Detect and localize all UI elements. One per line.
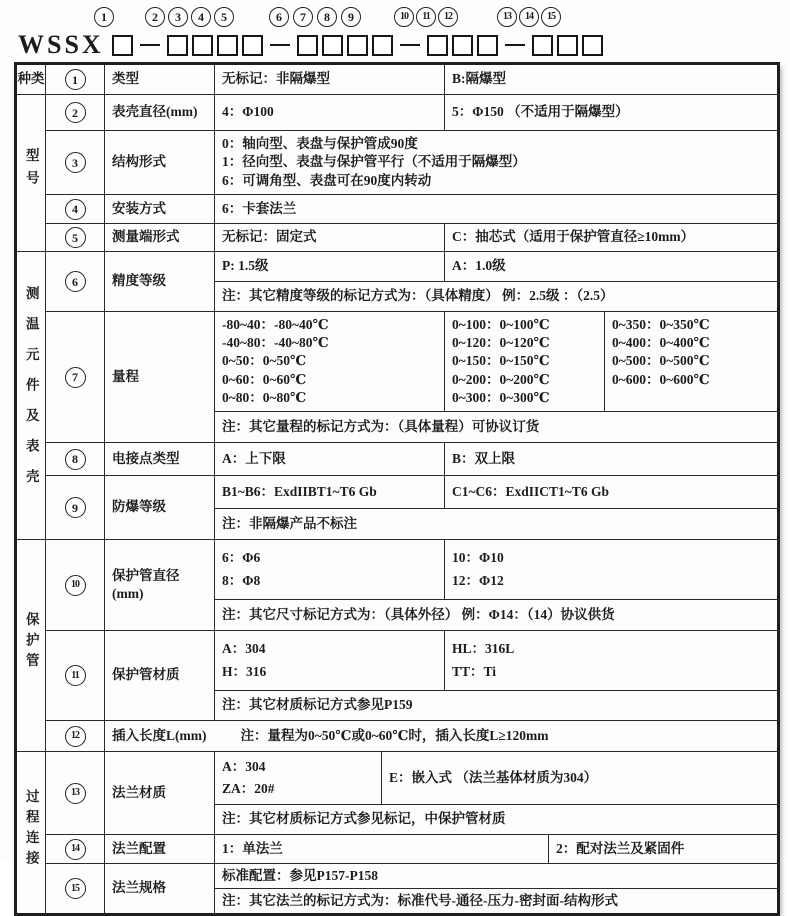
marker-circle: 7	[65, 367, 86, 388]
marker-circle: 10	[65, 575, 86, 596]
group-label-text: 过程连接	[23, 788, 39, 871]
row-label: 精度等级	[105, 252, 215, 312]
option-cell	[215, 131, 779, 195]
code-box	[242, 35, 263, 56]
range-item: 0~120：0~120℃	[452, 335, 550, 351]
note-text: 注：量程为0~50℃或0~60℃时，插入长度L≥120mm	[240, 727, 549, 743]
option-line: 1：径向型、表盘与保护管平行（不适用于隔爆型）	[222, 154, 526, 170]
marker-circle: 10	[394, 7, 414, 27]
code-box	[192, 35, 213, 56]
option-cell: C1~C6：ExdIICT1~T6 Gb	[445, 476, 779, 509]
note-cell: 注：其它精度等级的标记方式为：（具体精度） 例：2.5级 ：（2.5）	[215, 282, 779, 312]
marker-circle: 3	[168, 7, 188, 27]
marker-circle: 13	[497, 7, 517, 27]
range-item: 0~300：0~300℃	[452, 389, 550, 405]
option-line: 8：Φ8	[222, 572, 261, 588]
note-cell: 注：非隔爆产品不标注	[215, 509, 779, 540]
marker-circle: 3	[65, 152, 86, 173]
group-label-text: 种类	[17, 71, 45, 87]
marker-group-1	[94, 7, 114, 27]
row-marker	[46, 95, 105, 131]
marker-circle: 11	[65, 665, 86, 686]
option-line: 10：Φ10	[452, 550, 504, 566]
range-item: 0~100：0~100℃	[452, 316, 550, 332]
marker-circle: 11	[416, 7, 436, 27]
marker-circle: 12	[438, 7, 458, 27]
marker-circle: 9	[341, 7, 361, 27]
row-label: 法兰规格	[105, 864, 215, 915]
option-cell: B1~B6：ExdIIBT1~T6 Gb	[215, 476, 445, 509]
code-box	[532, 35, 553, 56]
row-label: 法兰配置	[105, 835, 215, 864]
option-cell	[105, 721, 779, 752]
group-label-text: 保护管	[23, 612, 39, 674]
marker-circle: 8	[317, 7, 337, 27]
marker-row	[0, 7, 790, 28]
option-cell: 4：Φ100	[215, 95, 445, 131]
code-box-group-2	[165, 35, 265, 56]
row-label: 结构形式	[105, 131, 215, 195]
code-box	[217, 35, 238, 56]
marker-circle: 5	[214, 7, 234, 27]
marker-group-5	[497, 7, 561, 27]
marker-circle: 12	[65, 726, 86, 747]
code-box	[477, 35, 498, 56]
row-label: 插入长度L(mm)	[112, 727, 207, 743]
row-label: 安装方式	[105, 195, 215, 224]
marker-circle: 1	[65, 69, 86, 90]
option-line: 12：Φ12	[452, 572, 504, 588]
code-box	[582, 35, 603, 56]
code-box-group-4	[425, 35, 500, 56]
note-cell: 注：其它法兰的标记方式为：标准代号-通径-压力-密封面-结构形式	[215, 889, 779, 915]
option-cell	[445, 631, 779, 691]
note-cell: 注：其它材质标记方式参见标记，中保护管材质	[215, 805, 779, 835]
option-cell	[215, 540, 445, 600]
option-cell: B：双上限	[445, 443, 779, 476]
row-label: 表壳直径(mm)	[105, 95, 215, 131]
range-column	[445, 312, 605, 412]
option-line: H：316	[222, 663, 267, 679]
option-cell: P: 1.5级	[215, 252, 445, 282]
marker-circle: 9	[65, 497, 86, 518]
spec-table	[14, 62, 780, 916]
code-box	[452, 35, 473, 56]
row-marker	[46, 64, 105, 95]
model-prefix: WSSX	[18, 30, 104, 59]
row-label: 保护管直径(mm)	[105, 540, 215, 631]
row-marker	[46, 443, 105, 476]
code-box	[322, 35, 343, 56]
row-marker	[46, 835, 105, 864]
range-column	[215, 312, 445, 412]
row-marker	[46, 864, 105, 915]
marker-circle: 14	[519, 7, 539, 27]
option-cell: 标准配置：参见P157-P158	[215, 864, 779, 889]
option-cell	[215, 631, 445, 691]
marker-circle: 6	[65, 271, 86, 292]
group-label-text: 型号	[23, 147, 39, 193]
code-box	[347, 35, 368, 56]
row-label: 法兰材质	[105, 752, 215, 835]
marker-circle: 8	[65, 449, 86, 470]
group-label-xinghao	[16, 95, 46, 252]
range-column	[605, 312, 779, 412]
marker-group-4	[394, 7, 458, 27]
code-dash	[270, 44, 290, 47]
row-marker	[46, 252, 105, 312]
row-label: 电接点类型	[105, 443, 215, 476]
code-box	[427, 35, 448, 56]
option-cell: C：抽芯式（适用于保护管直径≥10mm）	[445, 224, 779, 252]
marker-circle: 4	[65, 199, 86, 220]
row-label: 类型	[105, 64, 215, 95]
row-label: 测量端形式	[105, 224, 215, 252]
code-dash	[140, 44, 160, 47]
option-line: HL：316L	[452, 641, 515, 657]
marker-circle: 7	[293, 7, 313, 27]
marker-circle: 13	[65, 783, 86, 804]
row-label: 防爆等级	[105, 476, 215, 540]
option-cell: E：嵌入式 （法兰基体材质为304）	[382, 752, 779, 805]
option-line: TT：Ti	[452, 663, 497, 679]
marker-circle: 1	[94, 7, 114, 27]
option-cell: 无标记：固定式	[215, 224, 445, 252]
option-line: 0：轴向型、表盘与保护管成90度	[222, 136, 418, 152]
option-cell: A：1.0级	[445, 252, 779, 282]
row-label: 保护管材质	[105, 631, 215, 721]
code-box-group-5	[530, 35, 605, 56]
range-item: 0~150：0~150℃	[452, 353, 550, 369]
code-box	[167, 35, 188, 56]
option-cell	[215, 752, 382, 805]
group-label-guochenglianjie	[16, 752, 46, 915]
range-item: 0~350：0~350℃	[612, 317, 710, 332]
code-box-group-1	[110, 35, 135, 56]
range-item: 0~400：0~400℃	[612, 335, 710, 351]
code-box	[557, 35, 578, 56]
option-cell: 无标记：非隔爆型	[215, 64, 445, 95]
row-marker	[46, 224, 105, 252]
option-line: 6：可调角型、表盘可在90度内转动	[222, 172, 432, 188]
marker-circle: 5	[65, 227, 86, 248]
range-item: 0~80：0~80℃	[222, 389, 307, 405]
option-cell: B:隔爆型	[445, 64, 779, 95]
option-line: 6：Φ6	[222, 550, 261, 566]
group-label-baohuguan	[16, 540, 46, 752]
group-label-cewenyuanjian	[16, 252, 46, 540]
row-marker	[46, 312, 105, 443]
range-item: -40~80：-40~80℃	[222, 335, 329, 351]
row-marker	[46, 476, 105, 540]
range-item: 0~600：0~600℃	[612, 371, 710, 387]
option-cell: 1：单法兰	[215, 835, 549, 864]
option-cell: 5：Φ150 （不适用于隔爆型）	[445, 95, 779, 131]
marker-circle: 15	[541, 7, 561, 27]
code-box	[372, 35, 393, 56]
marker-circle: 15	[65, 878, 86, 899]
row-marker	[46, 540, 105, 631]
marker-group-3	[269, 7, 361, 27]
range-item: 0~60：0~60℃	[222, 371, 307, 387]
row-marker	[46, 195, 105, 224]
row-marker	[46, 631, 105, 721]
note-cell: 注：其它尺寸标记方式为：（具体外径） 例：Φ14：（14）协议供货	[215, 600, 779, 631]
option-line: A：304	[222, 641, 266, 657]
note-cell: 注：其它材质标记方式参见P159	[215, 691, 779, 721]
code-box	[297, 35, 318, 56]
option-cell: 6：卡套法兰	[215, 195, 779, 224]
code-box-group-3	[295, 35, 395, 56]
range-item: 0~500：0~500℃	[612, 353, 710, 369]
range-item: 0~50：0~50℃	[222, 353, 307, 369]
model-code-line	[18, 32, 605, 58]
row-label: 量程	[105, 312, 215, 443]
marker-circle: 6	[269, 7, 289, 27]
code-dash	[400, 44, 420, 47]
option-cell: 2：配对法兰及紧固件	[549, 835, 779, 864]
option-line: ZA：20#	[222, 781, 275, 796]
option-line: A：304	[222, 758, 266, 774]
row-marker	[46, 131, 105, 195]
marker-group-2	[145, 7, 234, 27]
group-label-text: 测温元件及表壳	[23, 286, 39, 500]
note-cell: 注：其它量程的标记方式为：（具体量程）可协议订货	[215, 412, 779, 443]
group-label-zhonglei	[16, 64, 46, 95]
marker-circle: 2	[145, 7, 165, 27]
code-box	[112, 35, 133, 56]
marker-circle: 4	[191, 7, 211, 27]
option-cell: A：上下限	[215, 443, 445, 476]
row-marker	[46, 752, 105, 835]
range-item: -80~40：-80~40℃	[222, 316, 329, 332]
row-marker	[46, 721, 105, 752]
marker-circle: 2	[65, 102, 86, 123]
option-cell	[445, 540, 779, 600]
code-dash	[505, 44, 525, 47]
range-item: 0~200：0~200℃	[452, 371, 550, 387]
marker-circle: 14	[65, 839, 86, 860]
